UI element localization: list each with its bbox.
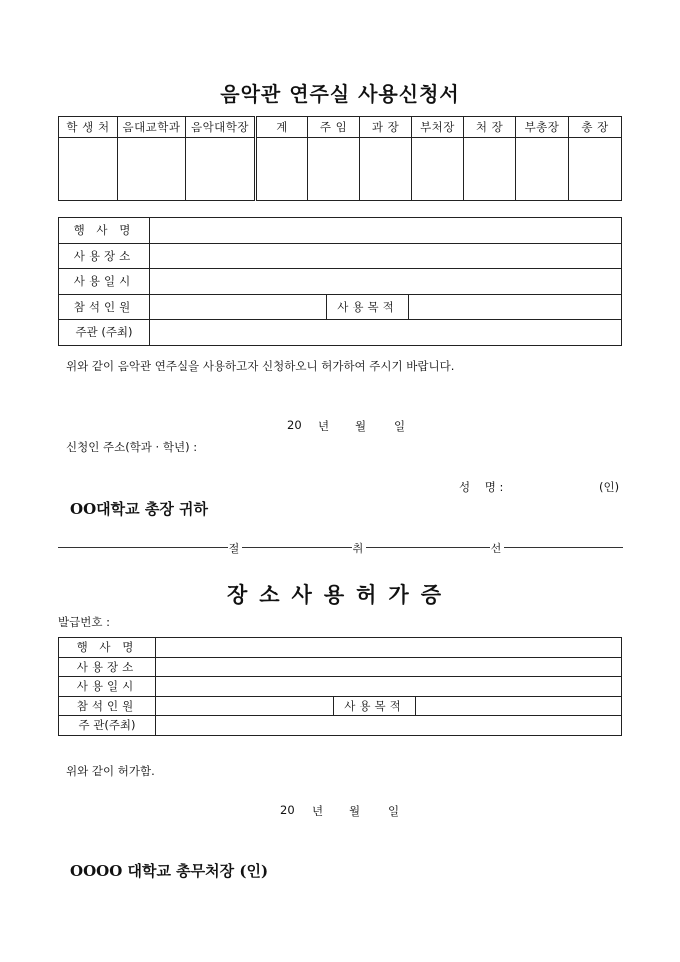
- permit-purpose-label: 사용목적: [334, 696, 416, 716]
- approval-sign-cell[interactable]: [186, 138, 256, 201]
- permit-statement: 위와 같이 허가함.: [66, 764, 155, 778]
- permit-event-name-field[interactable]: [156, 638, 622, 658]
- date-month-label: 월: [355, 419, 367, 433]
- purpose-label: 사용목적: [327, 294, 409, 320]
- organizer-label: 주관 (주최): [59, 320, 150, 346]
- purpose-field[interactable]: [409, 294, 622, 320]
- date-day-label: 일: [394, 419, 406, 433]
- approval-header-director: 처 장: [464, 117, 516, 138]
- permit-purpose-field[interactable]: [416, 696, 622, 716]
- date-year-prefix: 20: [287, 418, 302, 432]
- approval-header-section-head: 과 장: [360, 117, 412, 138]
- datetime-label: 사용일시: [59, 269, 150, 295]
- approval-sign-cell[interactable]: [256, 138, 308, 201]
- cut-line: [58, 540, 623, 554]
- approval-header-student-affairs: 학 생 처: [59, 117, 118, 138]
- approval-header-staff: 계: [256, 117, 308, 138]
- approval-header-music-dept: 음대교학과: [118, 117, 186, 138]
- issue-number-label: 발급번호 :: [58, 615, 110, 629]
- approval-header-music-dean: 음악대학장: [186, 117, 256, 138]
- event-name-label: 행 사 명: [59, 218, 150, 244]
- applicant-name-label: 성 명 :: [459, 480, 504, 494]
- permit-date-year-label: 년: [312, 804, 324, 818]
- permit-signature: OOOO 대학교 총무처장 (인): [70, 862, 269, 880]
- application-form-table: [58, 217, 622, 346]
- permit-datetime-label: 사용일시: [59, 677, 156, 697]
- permit-datetime-field[interactable]: [156, 677, 622, 697]
- cut-line-char: 선: [490, 542, 502, 555]
- approval-sign-cell[interactable]: [412, 138, 464, 201]
- approval-sign-cell[interactable]: [59, 138, 118, 201]
- approval-sign-cell[interactable]: [360, 138, 412, 201]
- cut-line-char: 취: [352, 542, 364, 555]
- permit-date-year-prefix: 20: [280, 803, 295, 817]
- datetime-field[interactable]: [150, 269, 622, 295]
- approval-header-president: 총 장: [569, 117, 622, 138]
- applicant-seal: (인): [599, 480, 620, 494]
- permit-date-day-label: 일: [388, 804, 400, 818]
- date-year-label: 년: [318, 419, 330, 433]
- application-title: 음악관 연주실 사용신청서: [220, 82, 460, 106]
- approval-sign-cell[interactable]: [308, 138, 360, 201]
- permit-organizer-field[interactable]: [156, 716, 622, 736]
- permit-date-month-label: 월: [349, 804, 361, 818]
- approval-sign-cell[interactable]: [464, 138, 516, 201]
- permit-attendees-field[interactable]: [156, 696, 334, 716]
- approval-sign-cell[interactable]: [516, 138, 569, 201]
- applicant-address-label: 신청인 주소(학과 · 학년) :: [66, 440, 198, 454]
- permit-organizer-label: 주 관(주최): [59, 716, 156, 736]
- permit-venue-label: 사용장소: [59, 657, 156, 677]
- permit-event-name-label: 행 사 명: [59, 638, 156, 658]
- approval-table: [58, 116, 622, 201]
- approval-sign-cell[interactable]: [118, 138, 186, 201]
- approval-header-chief: 주 임: [308, 117, 360, 138]
- event-name-field[interactable]: [150, 218, 622, 244]
- venue-field[interactable]: [150, 243, 622, 269]
- approval-sign-cell[interactable]: [569, 138, 622, 201]
- organizer-field[interactable]: [150, 320, 622, 346]
- permit-venue-field[interactable]: [156, 657, 622, 677]
- permit-title: 장소사용허가증: [226, 582, 453, 607]
- permit-form-table: [58, 637, 622, 736]
- cut-line-char: 절: [228, 542, 240, 555]
- approval-header-vice-president: 부총장: [516, 117, 569, 138]
- request-statement: 위와 같이 음악관 연주실을 사용하고자 신청하오니 허가하여 주시기 바랍니다.: [66, 359, 455, 373]
- permit-attendees-label: 참석인원: [59, 696, 156, 716]
- attendees-label: 참석인원: [59, 294, 150, 320]
- attendees-field[interactable]: [150, 294, 327, 320]
- approval-header-deputy-director: 부처장: [412, 117, 464, 138]
- venue-label: 사용장소: [59, 243, 150, 269]
- addressee: OO대학교 총장 귀하: [70, 500, 209, 518]
